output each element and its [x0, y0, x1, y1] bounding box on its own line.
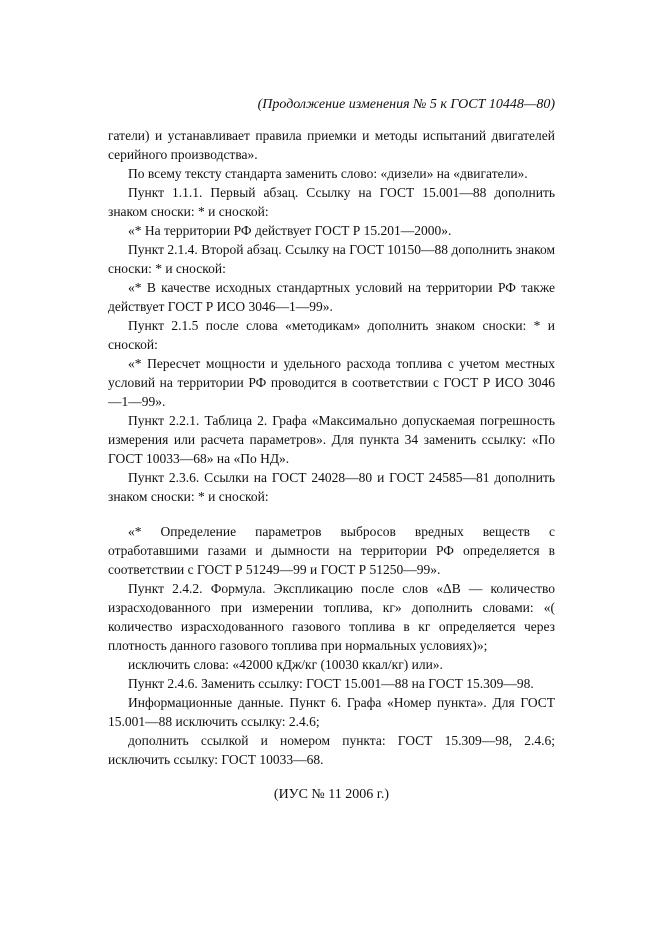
document-body	[108, 126, 555, 804]
page-header-continuation: (Продолжение изменения № 5 к ГОСТ 10448—80)	[257, 97, 555, 112]
paragraph-clause-2-3-6: Пункт 2.3.6. Ссылки на ГОСТ 24028—80 и ГОСТ 24585—81 дополнить знаком сноски: * и сноской:	[108, 470, 555, 504]
paragraph-exclude-words: исключить слова: «42000 кДж/кг (10030 ккал/кг) или».	[128, 657, 443, 672]
paragraph-replace-word: По всему тексту стандарта заменить слово: «дизели» на «двигатели».	[128, 166, 528, 181]
source-reference: (ИУС № 11 2006 г.)	[273, 787, 390, 802]
paragraph-clause-2-1-4: Пункт 2.1.4. Второй абзац. Ссылку на ГОСТ 10150—88 дополнить знаком сноски: * и сноской:	[108, 242, 555, 276]
footnote-clause-2-3-6: «* Определение параметров выбросов вредных веществ с отработавшими газами и дымности на территории РФ определяется в соответствии с ГОСТ Р 51249—99 и ГОСТ Р 51250—99».	[108, 524, 555, 577]
paragraph-clause-2-4-2: Пункт 2.4.2. Формула. Экспликацию после слов «ΔB — количество израсходованного при измерении топлива, кг» дополнить словами: «( количество израсходованного газового топлива в кг определяется через плотность данного газового топлива при нормальных условиях)»;	[108, 581, 555, 653]
paragraph-clause-2-1-5: Пункт 2.1.5 после слова «методикам» дополнить знаком сноски: * и сноской:	[108, 318, 555, 352]
footnote-clause-2-1-5: «* Пересчет мощности и удельного расхода топлива с учетом местных условий на территории РФ проводится в соответствии с ГОСТ Р ИСО 3046—1—99».	[108, 356, 555, 409]
paragraph-scope-end: гатели) и устанавливает правила приемки и методы испытаний двигателей серийного производства».	[108, 128, 555, 162]
footnote-clause-2-1-4: «* В качестве исходных стандартных условий на территории РФ также действует ГОСТ Р ИСО 3046—1—99».	[108, 280, 555, 314]
paragraph-clause-2-4-6: Пункт 2.4.6. Заменить ссылку: ГОСТ 15.001—88 на ГОСТ 15.309—98.	[128, 676, 534, 691]
paragraph-clause-2-2-1: Пункт 2.2.1. Таблица 2. Графа «Максимально допускаемая погрешность измерения или расчета параметров». Для пункта 34 заменить ссылку: «По ГОСТ 10033—68» на «По НД».	[108, 413, 555, 466]
footnote-clause-1-1-1: «* На территории РФ действует ГОСТ Р 15.201—2000».	[128, 223, 452, 238]
paragraph-info-data-addition: дополнить ссылкой и номером пункта: ГОСТ 15.309—98, 2.4.6; исключить ссылку: ГОСТ 10033—68.	[108, 733, 555, 767]
paragraph-info-data: Информационные данные. Пункт 6. Графа «Номер пункта». Для ГОСТ 15.001—88 исключить ссылку: 2.4.6;	[108, 695, 555, 729]
paragraph-clause-1-1-1: Пункт 1.1.1. Первый абзац. Ссылку на ГОСТ 15.001—88 дополнить знаком сноски: * и сноской:	[108, 185, 555, 219]
spacer	[108, 506, 555, 522]
